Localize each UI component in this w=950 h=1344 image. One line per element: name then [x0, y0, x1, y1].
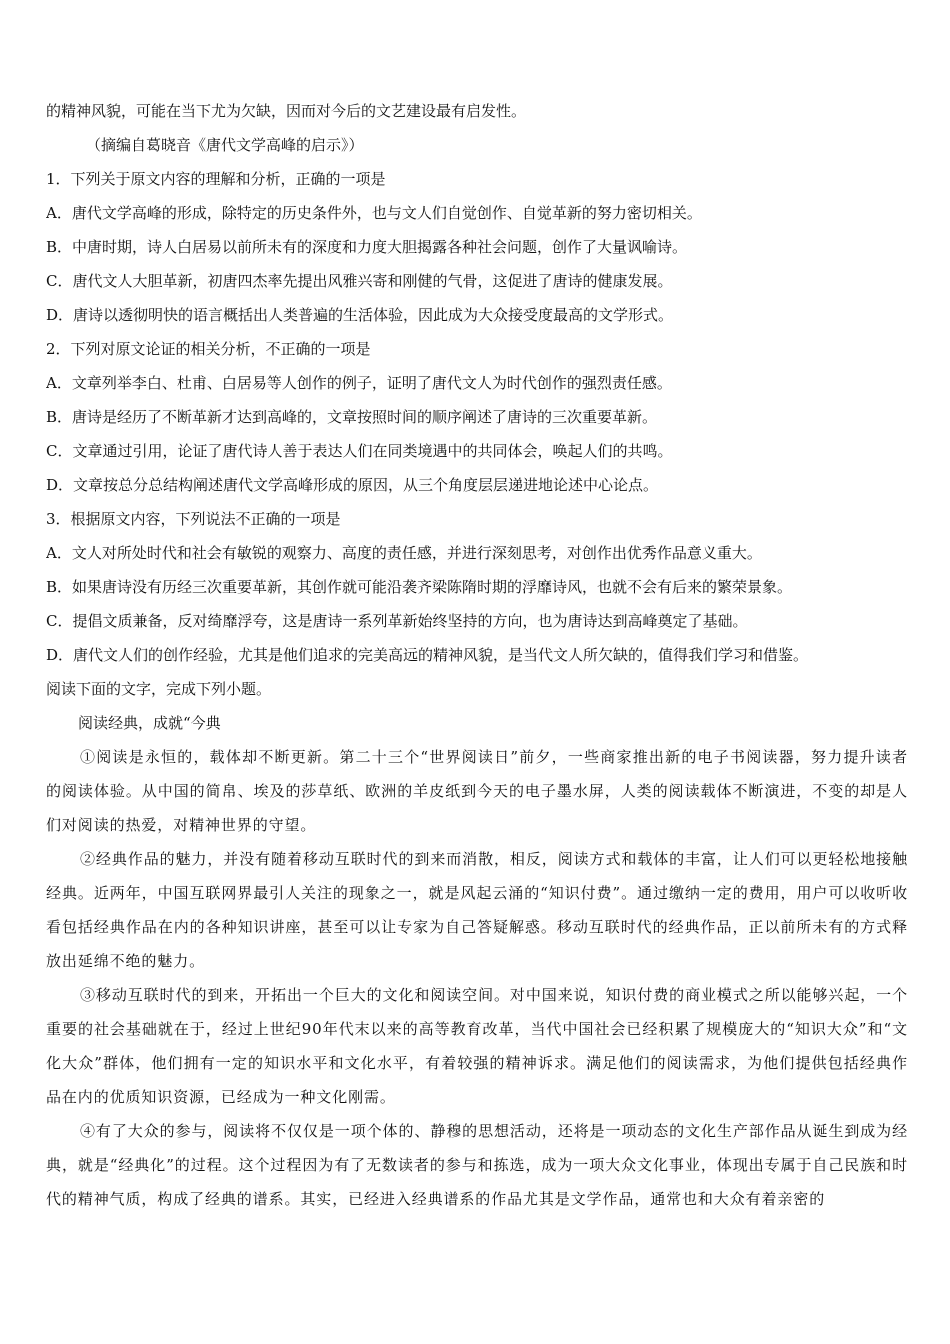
article-paragraph-2: ②经典作品的魅力，并没有随着移动互联时代的到来而消散，相反，阅读方式和载体的丰富，让人们可以更轻松地接触经典。近两年，中国互联网界最引人关注的现象之一，就是风起云涌的“知识付费”。通过缴纳一定的费用，用户可以收听收看包括经典作品在内的各种知识讲座，甚至可以让专家为自己答疑解惑。移动互联时代的经典作品，正以前所未有的方式释放出延绵不绝的魅力。 — [46, 850, 908, 970]
article-paragraph-1: ①阅读是永恒的，载体却不断更新。第二十三个“世界阅读日”前夕，一些商家推出新的电子书阅读器，努力提升读者的阅读体验。从中国的简帛、埃及的莎草纸、欧洲的羊皮纸到今天的电子墨水屏，人类的阅读载体不断演进，不变的却是人们对阅读的热爱，对精神世界的守望。 — [46, 748, 908, 834]
question-3-option-c: C．提倡文质兼备，反对绮靡浮夸，这是唐诗一系列革新始终坚持的方向，也为唐诗达到高峰奠定了基础。 — [46, 612, 748, 630]
source-citation: （摘编自葛晓音《唐代文学高峰的启示》） — [86, 136, 364, 154]
question-3: 3．根据原文内容，下列说法不正确的一项是 — [46, 510, 341, 528]
question-3-option-d: D．唐代文人们的创作经验，尤其是他们追求的完美高远的精神风貌，是当代文人所欠缺的，值得我们学习和借鉴。 — [46, 646, 809, 664]
question-1-option-a: A．唐代文学高峰的形成，除特定的历史条件外，也与文人们自觉创作、自觉革新的努力密切相关。 — [46, 204, 702, 222]
article-title: 阅读经典，成就“今典 — [78, 714, 221, 732]
question-1-option-d: D．唐诗以透彻明快的语言概括出人类普遍的生活体验，因此成为大众接受度最高的文学形式。 — [46, 306, 674, 324]
question-1-option-b: B．中唐时期，诗人白居易以前所未有的深度和力度大胆揭露各种社会问题，创作了大量讽喻诗。 — [46, 238, 688, 256]
question-2-option-c: C．文章通过引用，论证了唐代诗人善于表达人们在同类境遇中的共同体会，唤起人们的共鸣。 — [46, 442, 673, 460]
article-paragraph-4: ④有了大众的参与，阅读将不仅仅是一项个体的、静穆的思想活动，还将是一项动态的文化生产部作品从诞生到成为经典，就是“经典化”的过程。这个过程因为有了无数读者的参与和拣选，成为一项大众文化事业，体现出专属于自己民族和时代的精神气质，构成了经典的谱系。其实，已经进入经典谱系的作品尤其是文学作品，通常也和大众有着亲密的 — [46, 1122, 908, 1208]
question-3-option-a: A．文人对所处时代和社会有敏锐的观察力、高度的责任感，并进行深刻思考，对创作出优秀作品意义重大。 — [46, 544, 762, 562]
text-line-intro-continuation: 的精神风貌，可能在当下尤为欠缺，因而对今后的文艺建设最有启发性。 — [46, 102, 527, 120]
question-2-option-d: D．文章按总分总结构阐述唐代文学高峰形成的原因，从三个角度层层递进地论述中心论点。 — [46, 476, 659, 494]
question-1: 1．下列关于原文内容的理解和分析，正确的一项是 — [46, 170, 386, 188]
question-1-option-c: C．唐代文人大胆革新，初唐四杰率先提出风雅兴寄和刚健的气骨，这促进了唐诗的健康发展。 — [46, 272, 673, 290]
question-2-option-a: A．文章列举李白、杜甫、白居易等人创作的例子，证明了唐代文人为时代创作的强烈责任感。 — [46, 374, 672, 392]
question-2: 2．下列对原文论证的相关分析，不正确的一项是 — [46, 340, 371, 358]
question-2-option-b: B．唐诗是经历了不断革新才达到高峰的，文章按照时间的顺序阐述了唐诗的三次重要革新。 — [46, 408, 658, 426]
article-paragraph-3: ③移动互联时代的到来，开拓出一个巨大的文化和阅读空间。对中国来说，知识付费的商业模式之所以能够兴起，一个重要的社会基础就在于，经过上世纪90年代末以来的高等教育改革，当代中国社会已经积累了规模庞大的“知识大众”和“文化大众”群体，他们拥有一定的知识水平和文化水平，有着较强的精神诉求。满足他们的阅读需求，为他们提供包括经典作品在内的优质知识资源，已经成为一种文化刚需。 — [46, 986, 908, 1106]
reading-instruction: 阅读下面的文字，完成下列小题。 — [46, 680, 272, 698]
question-3-option-b: B．如果唐诗没有历经三次重要革新，其创作就可能沿袭齐梁陈隋时期的浮靡诗风，也就不会有后来的繁荣景象。 — [46, 578, 793, 596]
